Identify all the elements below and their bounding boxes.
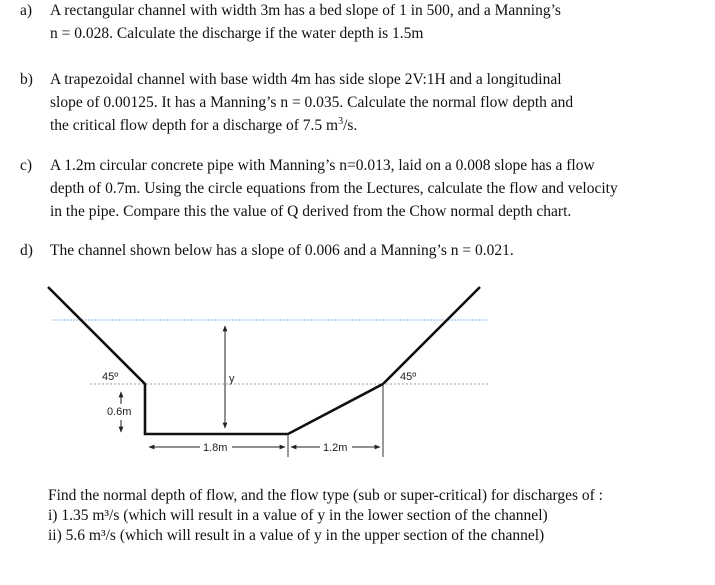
- question-b-line-3-end: /s.: [343, 117, 358, 134]
- task-intro: Find the normal depth of flow, and the flow type (sub or super-critical) for discharges of :: [48, 487, 603, 504]
- right-angle-label: 45º: [400, 371, 417, 383]
- question-a-line-2: n = 0.028. Calculate the discharge if the water depth is 1.5m: [50, 25, 424, 42]
- question-b-cubed: 3: [338, 115, 344, 127]
- question-c-line-3: in the pipe. Compare this the value of Q derived from the Chow normal depth chart.: [50, 203, 572, 220]
- question-d-label: d): [20, 242, 33, 259]
- question-a-line-1: A rectangular channel with width 3m has a bed slope of 1 in 500, and a Manning’s: [50, 2, 561, 19]
- channel-cross-section-diagram: [40, 282, 500, 462]
- question-b-line-3-text: the critical flow depth for a discharge of 7.5 m: [50, 117, 339, 134]
- question-d-line-1: The channel shown below has a slope of 0.006 and a Manning’s n = 0.021.: [50, 242, 514, 259]
- task-item-2: ii) 5.6 m³/s (which will result in a value of y in the upper section of the channel): [48, 527, 545, 544]
- question-a-label: a): [20, 2, 33, 19]
- step-height-label: 0.6m: [107, 406, 132, 418]
- question-b-line-1: A trapezoidal channel with base width 4m has side slope 2V:1H and a longitudinal: [50, 71, 562, 88]
- base-width-label: 1.8m: [203, 442, 228, 454]
- question-b-label: b): [20, 71, 33, 88]
- question-b-line-3: [50, 117, 357, 135]
- depth-y-label: y: [229, 373, 235, 385]
- question-c-line-1: A 1.2m circular concrete pipe with Manning’s n=0.013, laid on a 0.008 slope has a flow: [50, 157, 595, 174]
- left-angle-label: 45º: [102, 371, 119, 383]
- slope-width-label: 1.2m: [323, 442, 348, 454]
- question-c-label: c): [20, 157, 33, 174]
- question-c-line-2: depth of 0.7m. Using the circle equations from the Lectures, calculate the flow and velocity: [50, 180, 618, 197]
- question-b-line-2: slope of 0.00125. It has a Manning’s n = 0.035. Calculate the normal flow depth and: [50, 94, 574, 111]
- task-item-1: i) 1.35 m³/s (which will result in a value of y in the lower section of the channel): [48, 507, 548, 524]
